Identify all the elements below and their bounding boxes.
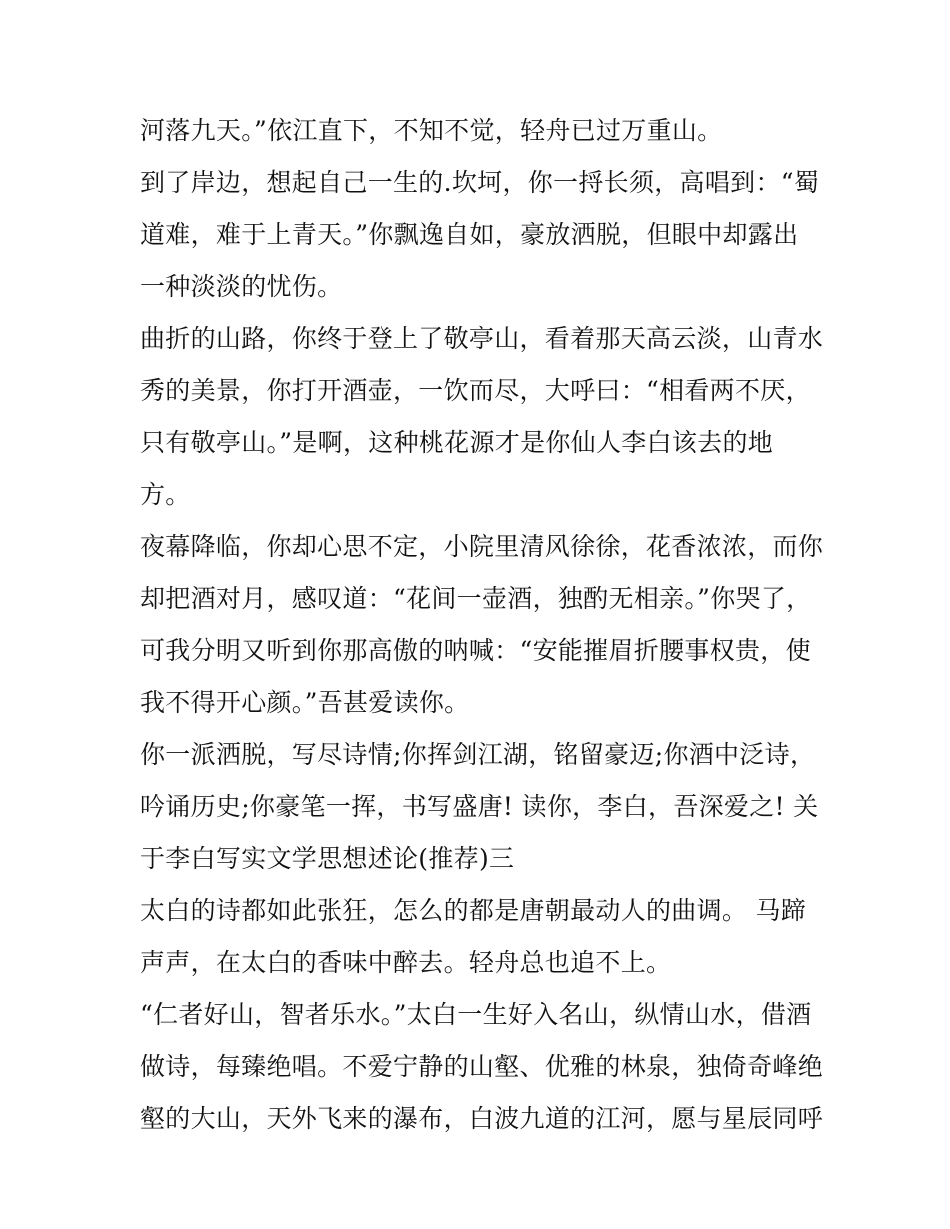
- text-line: 却把酒对月，感叹道：“花间一壶酒，独酌无相亲。”你哭了，: [140, 584, 812, 613]
- text-line: 曲折的山路，你终于登上了敬亭山，看着那天高云淡，山青水: [140, 324, 824, 353]
- text-line: 太白的诗都如此张狂，怎么的都是唐朝最动人的曲调。 马蹄: [140, 896, 807, 925]
- text-line: 到了岸边，想起自己一生的.坎坷，你一捋长须，高唱到：“蜀: [140, 168, 820, 197]
- text-line: 做诗，每臻绝唱。不爱宁静的山壑、优雅的林泉，独倚奇峰绝: [140, 1052, 824, 1081]
- text-line: 可我分明又听到你那高傲的呐喊：“安能摧眉折腰事权贵，使: [140, 636, 811, 665]
- text-line: 道难，难于上青天。”你飘逸自如，豪放洒脱，但眼中却露出: [140, 220, 799, 249]
- text-line: 我不得开心颜。”吾甚爱读你。: [140, 688, 470, 717]
- text-line: 夜幕降临，你却心思不定，小院里清风徐徐，花香浓浓，而你: [140, 532, 824, 561]
- text-line: 方。: [140, 480, 191, 509]
- text-line: 吟诵历史;你豪笔一挥，书写盛唐! 读你，李白，吾深爱之! 关: [140, 792, 819, 821]
- text-line: 河落九天。”依江直下，不知不觉，轻舟已过万重山。: [140, 116, 723, 145]
- text-line: 只有敬亭山。”是啊，这种桃花源才是你仙人李白该去的地: [140, 428, 774, 457]
- text-line: 秀的美景，你打开酒壶，一饮而尽，大呼曰：“相看两不厌，: [140, 376, 811, 405]
- text-line: 一种淡淡的忧伤。: [140, 272, 343, 301]
- text-line: “仁者好山，智者乐水。”太白一生好入名山，纵情山水，借酒: [140, 1000, 812, 1029]
- text-line: 壑的大山，天外飞来的瀑布，白波九道的江河，愿与星辰同呼: [140, 1104, 824, 1133]
- text-line: 声声，在太白的香味中醉去。轻舟总也追不上。: [140, 948, 672, 977]
- document-text: [140, 105, 824, 1145]
- text-line: 于李白写实文学思想述论(推荐)三: [140, 844, 515, 873]
- text-line: 你一派洒脱，写尽诗情;你挥剑江湖，铭留豪迈;你酒中泛诗，: [140, 740, 816, 769]
